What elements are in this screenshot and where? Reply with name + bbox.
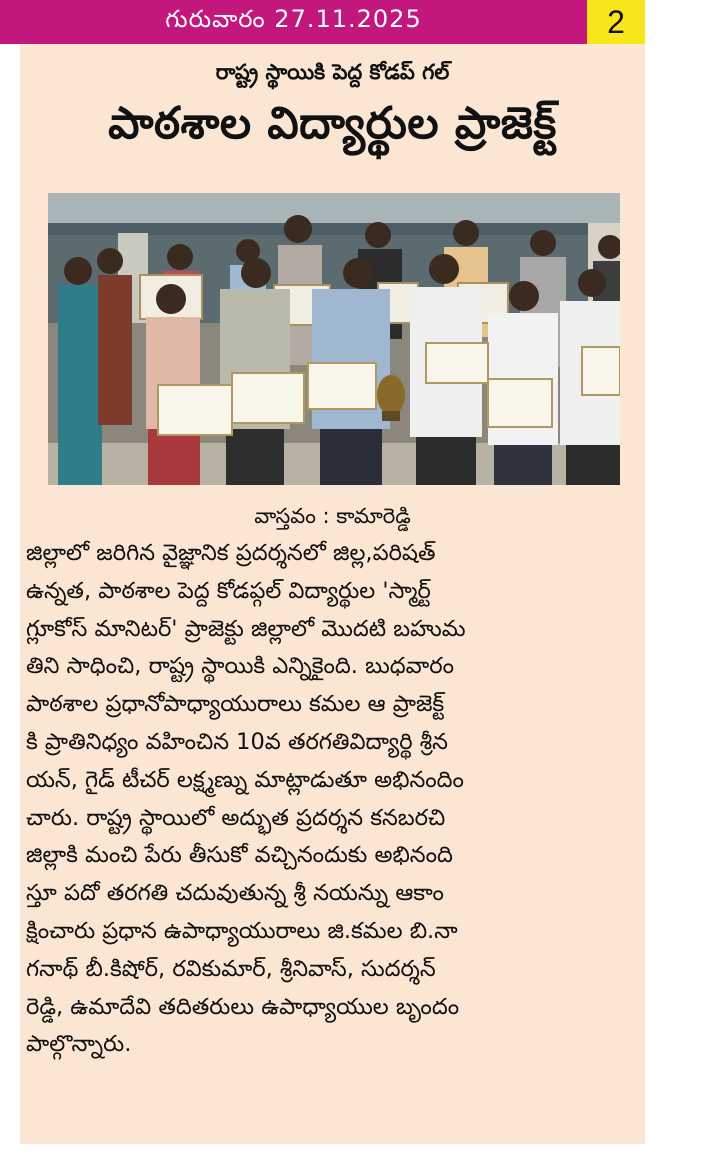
article-body	[26, 535, 638, 1064]
page-number: 2	[607, 3, 625, 40]
body-line: జిల్లాకి మంచి పేరు తీసుకో వచ్చినందుకు అభినంది	[26, 842, 453, 869]
group-photo	[48, 193, 620, 485]
news-article	[20, 44, 645, 1144]
body-line: గ్లూకోస్ మానిటర్' ప్రాజెక్టు జిల్లాలో మొదటి బహుమ	[26, 615, 466, 642]
body-line: కి ప్రాతినిధ్యం వహించిన 10వ తరగతివిద్యార్థి శ్రీన	[26, 728, 448, 755]
body-line: యన్, గైడ్ టీచర్ లక్ష్మణ్ను మాట్లాడుతూ అభినందిం	[26, 766, 464, 793]
body-line: గనాథ్ బీ.కిషోర్, రవికుమార్, శ్రీనివాస్, సుదర్శన్	[26, 955, 436, 982]
body-line: క్షించారు ప్రధాన ఉపాధ్యాయురాలు జి.కమల బి.నా	[26, 917, 458, 944]
body-line: జిల్లాలో జరిగిన వైజ్ఞానిక ప్రదర్శనలో జిల్ల,పరిషత్	[26, 540, 436, 566]
article-kicker: రాష్ట్ర స్థాయికి పెద్ద కోడప్ గల్	[215, 60, 450, 84]
date-header-bar	[0, 0, 587, 44]
group-photo-illustration	[48, 193, 620, 485]
date-line: గురువారం 27.11.2025	[165, 5, 422, 33]
body-line: చారు. రాష్ట్ర స్థాయిలో అద్భుత ప్రదర్శన కనబరచి	[26, 804, 446, 831]
body-line: స్తూ పదో తరగతి చదువుతున్న శ్రీ నయన్ను ఆకాం	[26, 880, 444, 907]
article-dateline: వాస్తవం : కామారెడ్డి	[254, 504, 411, 528]
article-headline: పాఠశాల విద్యార్థుల ప్రాజెక్ట్	[108, 98, 557, 149]
body-line: ఉన్నత, పాఠశాల పెద్ద కోడప్గల్ విద్యార్థుల 'స్మార్ట్	[26, 577, 431, 604]
body-line: పాల్గొన్నారు.	[26, 1031, 132, 1058]
page-number-box	[587, 0, 645, 44]
body-line: తిని సాధించి, రాష్ట్ర స్థాయికి ఎన్నికైంది. బుధవారం	[26, 653, 454, 680]
body-line: రెడ్డి, ఉమాదేవి తదితరులు ఉపాధ్యాయుల బృందం	[26, 993, 460, 1020]
body-line: పాఠశాల ప్రధానోపాధ్యాయురాలు కమల ఆ ప్రాజెక్ట్	[26, 691, 445, 718]
